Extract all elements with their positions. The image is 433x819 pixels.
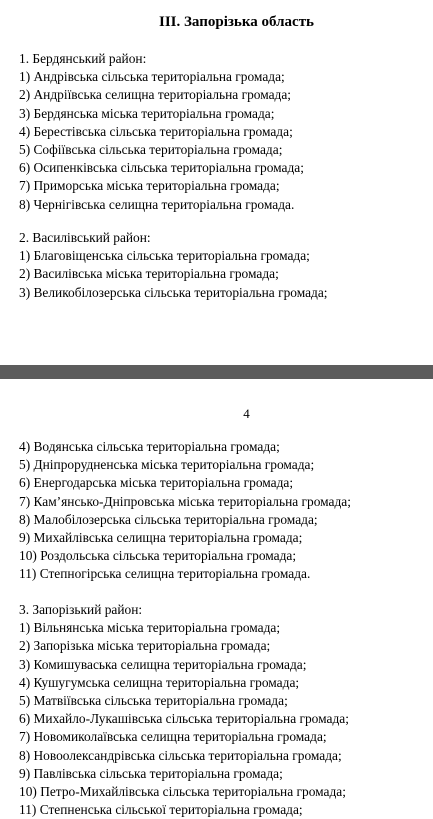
community-item: 4) Кушугумська селищна територіальна громада; <box>19 674 300 690</box>
district-title-berdiansk: 1. Бердянський район: <box>19 51 147 66</box>
community-item: 1) Благовіщенська сільська територіальна громада; <box>19 248 310 264</box>
community-item: 2) Василівська міська територіальна громада; <box>19 266 279 282</box>
community-item: 6) Енергодарська міська територіальна громада; <box>19 475 294 491</box>
community-item: 3) Комишуваська селищна територіальна громада; <box>19 656 307 672</box>
berdiansk-district-block <box>19 50 304 214</box>
community-item: 7) Приморська міська територіальна громада; <box>19 178 280 194</box>
community-item: 9) Михайлівська селищна територіальна громада; <box>19 529 303 545</box>
community-item: 7) Новомиколаївська селищна територіальна громада; <box>19 729 327 745</box>
section-heading: III. Запорізька область <box>158 14 314 30</box>
document-page-top <box>0 0 433 365</box>
community-item: 11) Степногірська селищна територіальна громада. <box>19 566 311 582</box>
community-item: 2) Запорізька міська територіальна громада; <box>19 638 271 654</box>
community-item: 7) Кам’янсько-Дніпровська міська територіальна громада; <box>19 493 351 509</box>
community-item: 10) Роздольська сільська територіальна громада; <box>19 548 297 564</box>
community-item: 2) Андріївська селищна територіальна громада; <box>19 87 292 103</box>
district-title-vasylivka: 2. Василівський район: <box>19 230 151 245</box>
community-item: 1) Андрівська сільська територіальна громада; <box>19 69 285 85</box>
community-item: 8) Чернігівська селищна територіальна громада. <box>19 196 295 212</box>
district-title-zaporizhzhia: 3. Запорізький район: <box>19 602 143 617</box>
community-item: 4) Берестівська сільська територіальна громада; <box>19 123 293 139</box>
community-item: 6) Михайло-Лукашівська сільська територіальна громада; <box>19 711 349 727</box>
community-item: 3) Бердянська міська територіальна громада; <box>19 105 275 121</box>
community-item: 8) Малобілозерська сільська територіальна громада; <box>19 511 318 527</box>
community-item: 4) Водянська сільська територіальна громада; <box>19 439 280 454</box>
community-item: 6) Осипенківська сільська територіальна громада; <box>19 160 304 176</box>
community-item: 5) Дніпрорудненська міська територіальна громада; <box>19 457 315 473</box>
page-separator <box>0 365 433 379</box>
community-item: 5) Софіївська сільська територіальна громада; <box>19 141 283 157</box>
community-item: 1) Вільнянська міська територіальна громада; <box>19 620 281 636</box>
community-item: 9) Павлівська сільська територіальна громада; <box>19 765 283 781</box>
community-item: 5) Матвіївська сільська територіальна громада; <box>19 692 288 708</box>
community-item: 3) Великобілозерська сільська територіальна громада; <box>19 284 328 300</box>
community-item: 11) Степненська сільської територіальна громада; <box>19 802 303 818</box>
community-item: 10) Петро-Михайлівська сільська територіальна громада; <box>19 783 346 799</box>
community-item: 8) Новоолександрівська сільська територіальна громада; <box>19 747 342 763</box>
vasylivka-district-continued-block <box>19 438 351 584</box>
zaporizhzhia-district-block <box>19 601 349 819</box>
page-number: 4 <box>243 406 250 421</box>
vasylivka-district-block <box>19 229 328 302</box>
document-page-bottom <box>0 379 433 816</box>
